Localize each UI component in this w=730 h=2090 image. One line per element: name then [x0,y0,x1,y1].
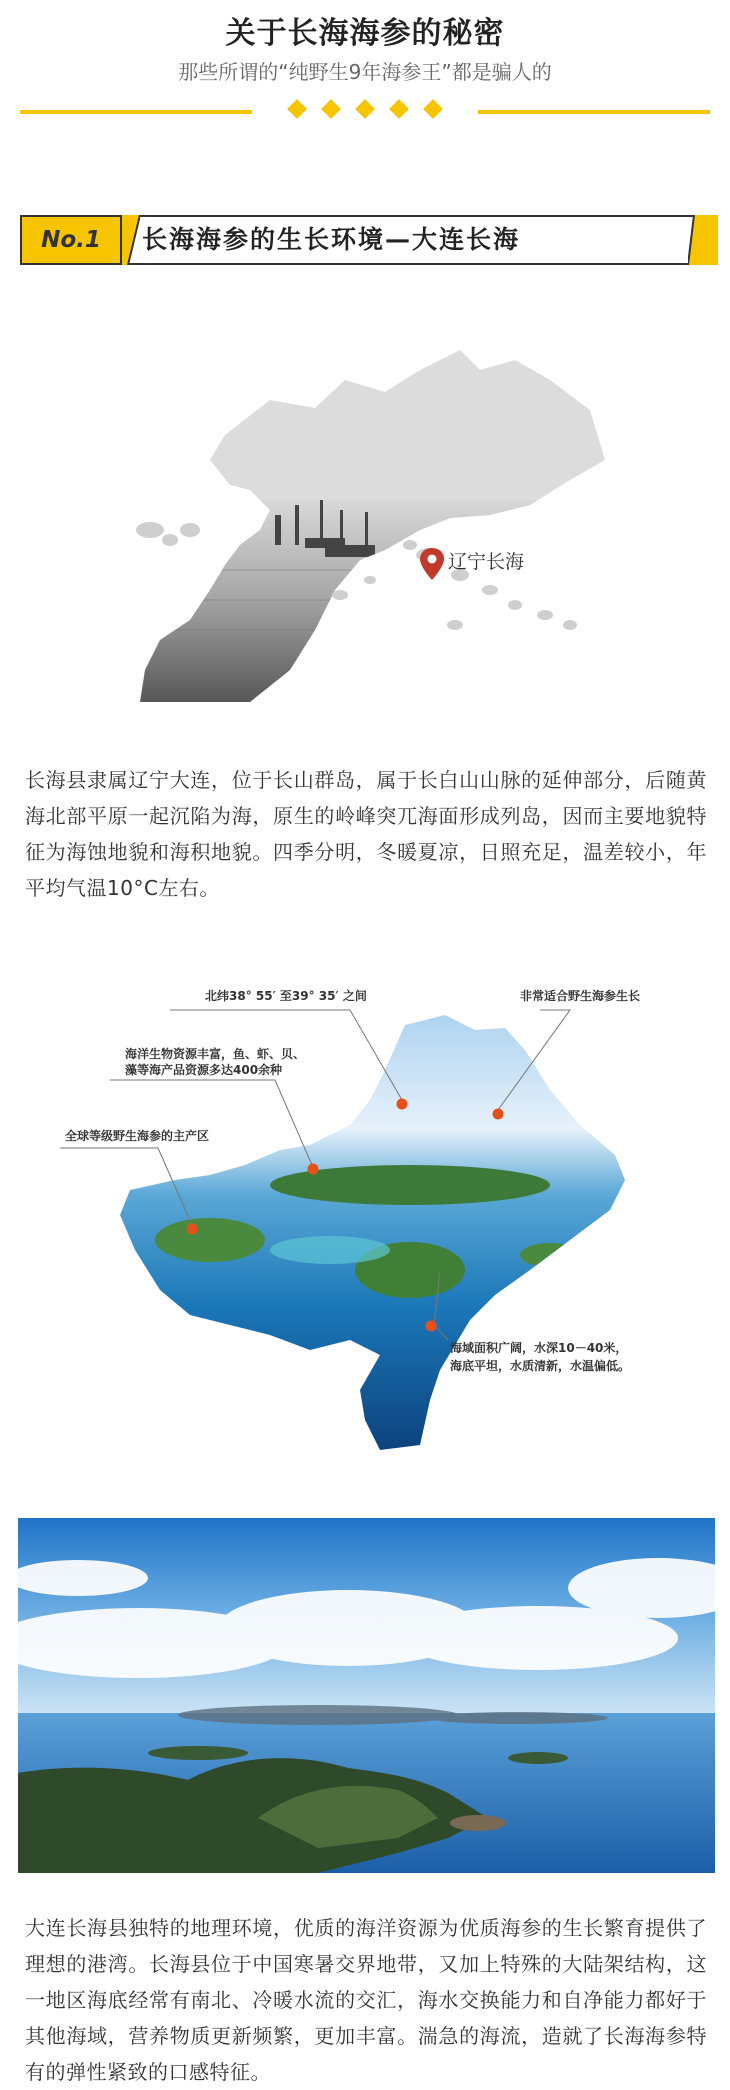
annotation-latitude: 北纬38° 55′ 至39° 35′ 之间 [205,989,367,1003]
annotation-main-producing-area: 全球等级野生海参的主产区 [65,1129,210,1143]
paragraph-geography: 大连长海县独特的地理环境，优质的海洋资源为优质海参的生长繁育提供了理想的港湾。长海县位于中国寒暑交界地带，又加上特殊的大陆架结构，这一地区海底经常有南北、冷暖水流的交汇，海水交换能力和自净能力都好于其他海域，营养物质更新频繁，更加丰富。湍急的海流，造就了长海海参特有的弹性紧致的口感特征。 [25,1916,707,2084]
page-title: 关于长海海参的秘密 [225,16,505,51]
changhai-map-image [50,950,690,1460]
section-badge-slant [122,215,140,265]
diamond-ornament [389,99,409,119]
diamond-ornament [355,99,375,119]
annotation-resources-line1: 海洋生物资源丰富，鱼、虾、贝、 [125,1047,306,1061]
map-location-label: 辽宁长海 [448,552,525,573]
annotation-sea-area-line2: 海底平坦，水质清新，水温偏低。 [450,1359,631,1373]
diamond-ornament [287,99,307,119]
liaoning-map-image [130,340,610,705]
section-end-cap [688,215,718,265]
divider-left [20,110,252,114]
page-subtitle: 那些所谓的“纯野生9年海参王”都是骗人的 [178,60,552,84]
paragraph-environment: 长海县隶属辽宁大连，位于长山群岛，属于长白山山脉的延伸部分，后随黄海北部平原一起沉陷为海，原生的岭峰突兀海面形成列岛，因而主要地貌特征为海蚀地貌和海积地貌。四季分明，冬暖夏凉，日照充足，温差较小，年平均气温10°C左右。 [25,768,707,900]
annotation-resources-line2: 藻等海产品资源多达400余种 [125,1063,283,1077]
divider-right [478,110,710,114]
annotation-suitable: 非常适合野生海参生长 [520,989,641,1003]
section-title: 长海海参的生长环境—大连长海 [142,225,521,254]
diamond-ornament [321,99,341,119]
section-number-badge: No.1 [20,215,122,265]
diamond-ornament [423,99,443,119]
annotation-sea-area-line1: 海域面积广阔，水深10－40米， [450,1341,628,1355]
location-pin-icon [420,548,444,580]
coastline-photo [18,1518,715,1873]
